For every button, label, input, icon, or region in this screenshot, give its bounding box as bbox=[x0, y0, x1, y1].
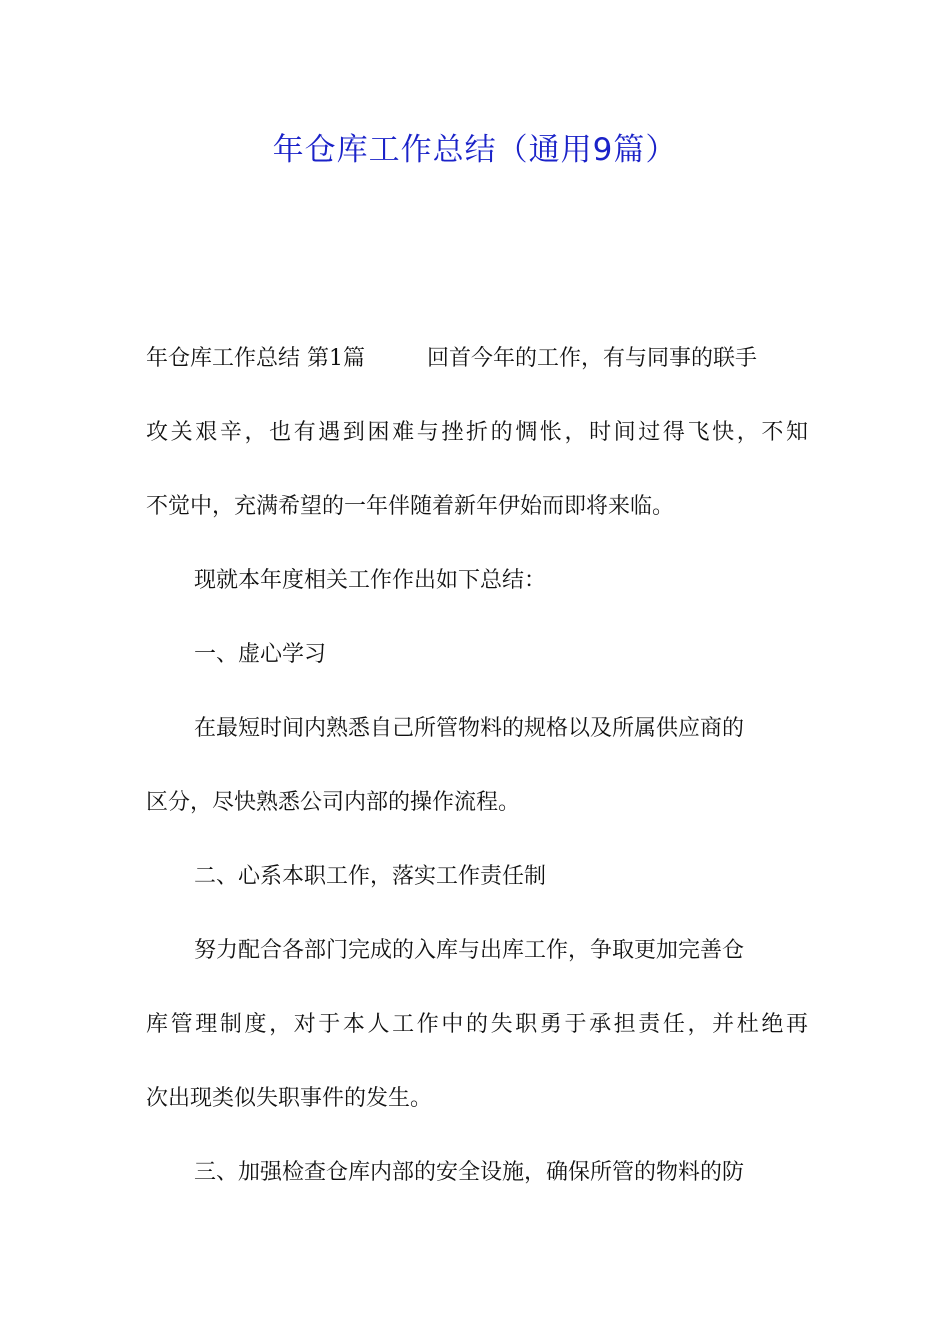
paragraph-line-4: 现就本年度相关工作作出如下总结： bbox=[194, 568, 547, 593]
paragraph-line-1 bbox=[146, 337, 808, 411]
subheading-3: 三、加强检查仓库内部的安全设施，确保所管的物料的防 bbox=[194, 1160, 745, 1185]
subheading-2: 二、心系本职工作，落实工作责任制 bbox=[194, 864, 547, 889]
paragraph-text: 回首今年的工作，有与同事的联手 bbox=[427, 346, 758, 371]
paragraph-line-11: 次出现类似失职事件的发生。 bbox=[146, 1086, 433, 1111]
paragraph-line-6: 在最短时间内熟悉自己所管物料的规格以及所属供应商的 bbox=[194, 716, 745, 741]
subheading-1: 一、虚心学习 bbox=[194, 642, 327, 667]
paragraph-line-10: 库管理制度，对于本人工作中的失职勇于承担责任，并杜绝再 bbox=[146, 1012, 808, 1037]
document-body bbox=[146, 337, 808, 1225]
paragraph-line-3: 不觉中，充满希望的一年伴随着新年伊始而即将来临。 bbox=[146, 494, 675, 519]
paragraph-line-9: 努力配合各部门完成的入库与出库工作，争取更加完善仓 bbox=[194, 938, 745, 963]
document-title: 年仓库工作总结（通用9篇） bbox=[272, 132, 678, 168]
paragraph-line-2: 攻关艰辛，也有遇到困难与挫折的惆怅，时间过得飞快，不知 bbox=[146, 420, 808, 445]
section-heading: 年仓库工作总结 第1篇 bbox=[146, 346, 365, 371]
paragraph-line-7: 区分，尽快熟悉公司内部的操作流程。 bbox=[146, 790, 521, 815]
